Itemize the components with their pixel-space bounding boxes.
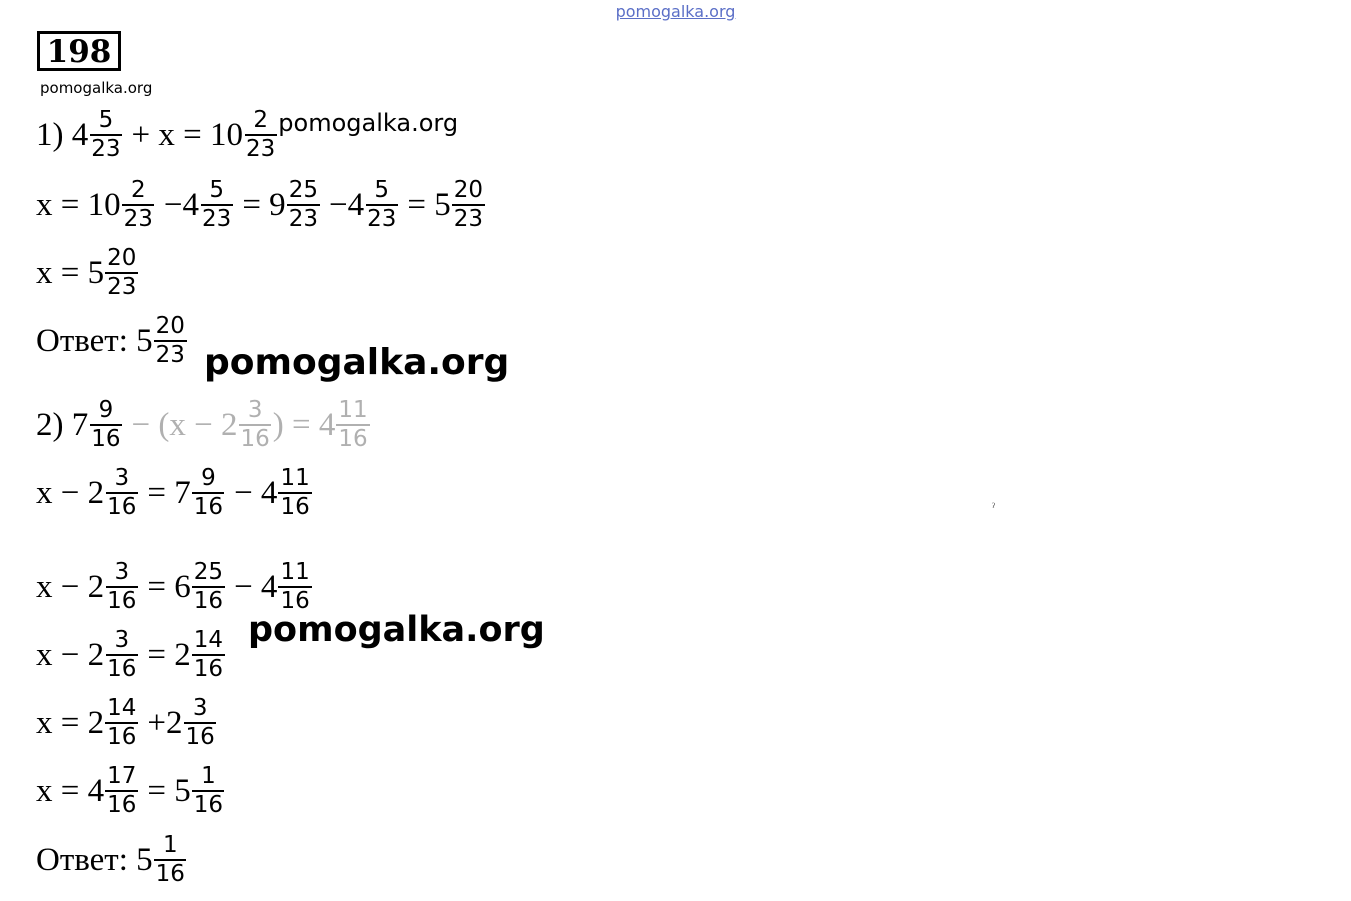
top-watermark-link[interactable]: pomogalka.org xyxy=(615,2,736,21)
fraction-numerator: 2 xyxy=(245,108,277,136)
fraction xyxy=(452,178,485,232)
fraction xyxy=(105,696,138,750)
fraction-denominator: 23 xyxy=(453,206,484,232)
fraction xyxy=(200,178,233,232)
fraction xyxy=(192,764,225,818)
math-text: 1) 4 xyxy=(36,117,89,153)
math-text: = 5 xyxy=(147,773,191,809)
part2-step-1 xyxy=(36,466,313,520)
fraction-numerator: 11 xyxy=(336,398,369,426)
fraction-numerator: 20 xyxy=(154,314,187,342)
fraction-denominator: 16 xyxy=(107,792,137,818)
fraction-denominator: 16 xyxy=(193,792,224,818)
large-watermark-1: pomogalka.org xyxy=(204,342,510,383)
part2-step-5 xyxy=(36,764,226,818)
fraction-denominator: 16 xyxy=(107,588,137,614)
math-text: = 9 xyxy=(242,187,286,223)
fraction-numerator: 9 xyxy=(192,466,224,494)
fraction-numerator: 9 xyxy=(90,398,122,426)
math-text: = 2 xyxy=(147,637,191,673)
math-text: x = 2 xyxy=(36,705,105,741)
fraction-numerator: 3 xyxy=(239,398,271,426)
fraction-denominator: 16 xyxy=(155,861,185,887)
fraction-denominator: 23 xyxy=(288,206,318,232)
fraction-numerator: 5 xyxy=(366,178,398,206)
fraction-numerator: 11 xyxy=(278,560,311,588)
inline-watermark: pomogalka.org xyxy=(278,109,459,137)
fraction-denominator: 16 xyxy=(91,426,121,452)
fraction-numerator: 14 xyxy=(105,696,138,724)
large-watermark-2: pomogalka.org xyxy=(248,610,545,650)
math-text: = 7 xyxy=(147,475,191,511)
part1-step-2 xyxy=(36,246,139,300)
math-text: 2) 7 xyxy=(36,407,89,443)
part1-equation xyxy=(36,108,458,162)
math-text: x = 10 xyxy=(36,187,121,223)
fraction-denominator: 16 xyxy=(107,656,137,682)
fraction xyxy=(154,314,187,368)
fraction-numerator: 25 xyxy=(192,560,225,588)
fraction-numerator: 2 xyxy=(122,178,154,206)
fraction-numerator: 17 xyxy=(105,764,138,792)
fraction-denominator: 23 xyxy=(155,342,185,368)
stray-mark: ˀ xyxy=(992,500,995,514)
part2-step-2 xyxy=(36,560,313,614)
fraction xyxy=(122,178,155,232)
fraction xyxy=(365,178,398,232)
fraction xyxy=(192,628,225,682)
fraction xyxy=(239,398,272,452)
small-watermark: pomogalka.org xyxy=(40,79,153,97)
fraction-denominator: 16 xyxy=(280,494,310,520)
fraction xyxy=(105,246,138,300)
fraction xyxy=(192,560,225,614)
fraction xyxy=(89,398,122,452)
math-text: − 4 xyxy=(234,569,278,605)
part1-answer xyxy=(36,314,188,368)
fraction-denominator: 16 xyxy=(107,724,137,750)
fraction-numerator: 3 xyxy=(106,628,138,656)
math-text: x − 2 xyxy=(36,569,105,605)
fraction xyxy=(154,833,187,887)
fraction-numerator: 3 xyxy=(106,466,138,494)
math-text: = 6 xyxy=(147,569,191,605)
fraction-denominator: 16 xyxy=(240,426,270,452)
fraction xyxy=(192,466,225,520)
fraction-denominator: 23 xyxy=(202,206,232,232)
math-text: − 4 xyxy=(234,475,278,511)
fraction-denominator: 23 xyxy=(107,274,137,300)
math-text: − (x − 2 xyxy=(131,407,238,443)
math-text: = 5 xyxy=(407,187,451,223)
math-text: ) = 4 xyxy=(272,407,336,443)
fraction-numerator: 1 xyxy=(154,833,186,861)
fraction xyxy=(244,108,277,162)
fraction xyxy=(184,696,217,750)
math-text: −4 xyxy=(163,187,200,223)
part2-step-3 xyxy=(36,628,226,682)
fraction-numerator: 14 xyxy=(192,628,225,656)
fraction xyxy=(278,560,311,614)
fraction-denominator: 16 xyxy=(280,588,310,614)
fraction-denominator: 23 xyxy=(246,136,276,162)
fraction xyxy=(287,178,320,232)
math-text: x − 2 xyxy=(36,637,105,673)
fraction-denominator: 16 xyxy=(193,588,224,614)
fraction xyxy=(105,466,138,520)
math-text: Ответ: 5 xyxy=(36,323,153,359)
fraction xyxy=(336,398,369,452)
fraction-numerator: 20 xyxy=(105,246,138,274)
math-text: −4 xyxy=(328,187,365,223)
math-text: +2 xyxy=(147,705,183,741)
fraction-denominator: 23 xyxy=(91,136,121,162)
fraction xyxy=(278,466,311,520)
math-text: Ответ: 5 xyxy=(36,842,153,878)
math-text: x − 2 xyxy=(36,475,105,511)
fraction xyxy=(105,764,138,818)
part2-equation xyxy=(36,398,371,452)
fraction-numerator: 11 xyxy=(278,466,311,494)
math-text: + x = 10 xyxy=(131,117,244,153)
math-text: x = 5 xyxy=(36,255,105,291)
fraction-denominator: 16 xyxy=(193,656,224,682)
fraction-denominator: 16 xyxy=(193,494,224,520)
fraction-numerator: 3 xyxy=(184,696,216,724)
fraction-numerator: 3 xyxy=(106,560,138,588)
fraction-denominator: 16 xyxy=(338,426,368,452)
fraction xyxy=(89,108,122,162)
fraction-denominator: 16 xyxy=(107,494,137,520)
problem-number-box: 198 xyxy=(37,31,121,71)
fraction-numerator: 20 xyxy=(452,178,485,206)
part2-step-4 xyxy=(36,696,218,750)
part2-answer xyxy=(36,833,188,887)
math-text: x = 4 xyxy=(36,773,105,809)
fraction-numerator: 5 xyxy=(201,178,233,206)
fraction-denominator: 23 xyxy=(367,206,397,232)
fraction xyxy=(105,560,138,614)
fraction-numerator: 25 xyxy=(287,178,320,206)
fraction-numerator: 5 xyxy=(90,108,122,136)
fraction-numerator: 1 xyxy=(192,764,224,792)
fraction-denominator: 23 xyxy=(123,206,153,232)
fraction-denominator: 16 xyxy=(185,724,215,750)
part1-step-1 xyxy=(36,178,486,232)
fraction xyxy=(105,628,138,682)
